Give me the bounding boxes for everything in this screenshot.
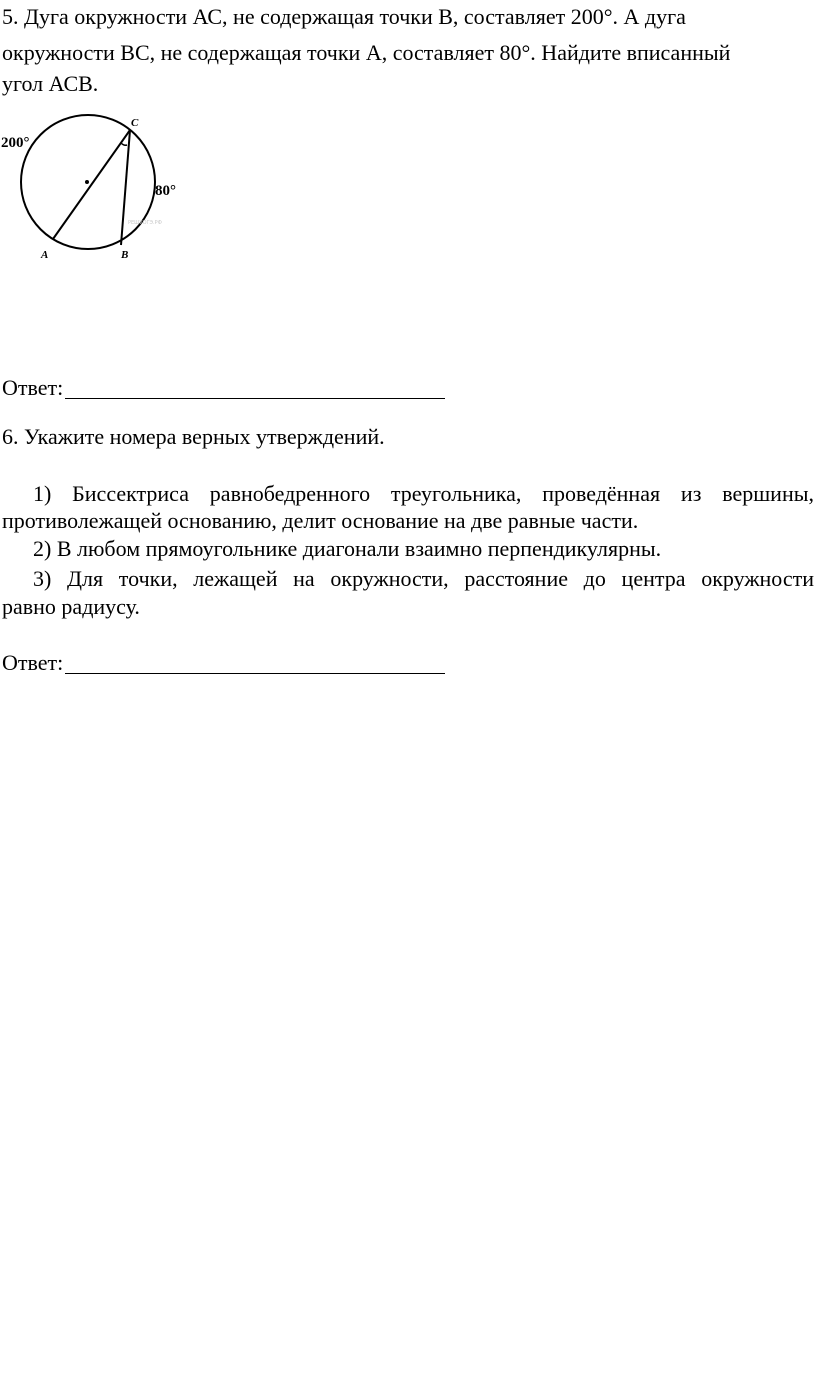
watermark: РЕШУОГЭ.РФ	[128, 220, 162, 226]
point-c-label: C	[131, 117, 139, 129]
task5-answer-label: Ответ:	[2, 375, 64, 400]
point-a-label: A	[41, 249, 49, 261]
task5-answer-row[interactable]	[2, 376, 445, 399]
task6-title: 6. Укажите номера верных утверждений.	[2, 424, 385, 449]
chord-ca	[53, 130, 130, 239]
task6-statement-3-line-1: 3) Для точки, лежащей на окружности, расстояние до центра окружности	[33, 566, 814, 591]
task6-answer-label: Ответ:	[2, 650, 64, 675]
arc-bc-label: 80°	[155, 183, 176, 199]
point-b-label: B	[121, 249, 129, 261]
task5-line-2: окружности ВС, не содержащая точки А, составляет 80°. Найдите вписанный	[2, 40, 731, 65]
task6-statement-2: 2) В любом прямоугольнике диагонали взаимно перпендикулярны.	[33, 536, 662, 561]
angle-acb-arc	[121, 143, 127, 145]
task5-line-1: 5. Дуга окружности АС, не содержащая точки В, составляет 200°. А дуга	[2, 4, 686, 29]
task6-answer-row[interactable]	[2, 651, 445, 674]
chord-cb	[121, 130, 130, 245]
task6-statement-3-line-2: равно радиусу.	[2, 594, 140, 619]
task6-statement-1-line-1: 1) Биссектриса равнобедренного треугольника, проведённая из вершины,	[33, 481, 814, 506]
circle-figure	[0, 112, 200, 262]
task5-line-3: угол АСВ.	[2, 71, 99, 96]
task6-statement-1-line-2: противолежащей основанию, делит основание на две равные части.	[2, 508, 639, 533]
task5-answer-line[interactable]	[65, 376, 445, 399]
center-point	[85, 180, 89, 184]
arc-ac-label: 200°	[1, 135, 30, 151]
task6-answer-line[interactable]	[65, 651, 445, 674]
